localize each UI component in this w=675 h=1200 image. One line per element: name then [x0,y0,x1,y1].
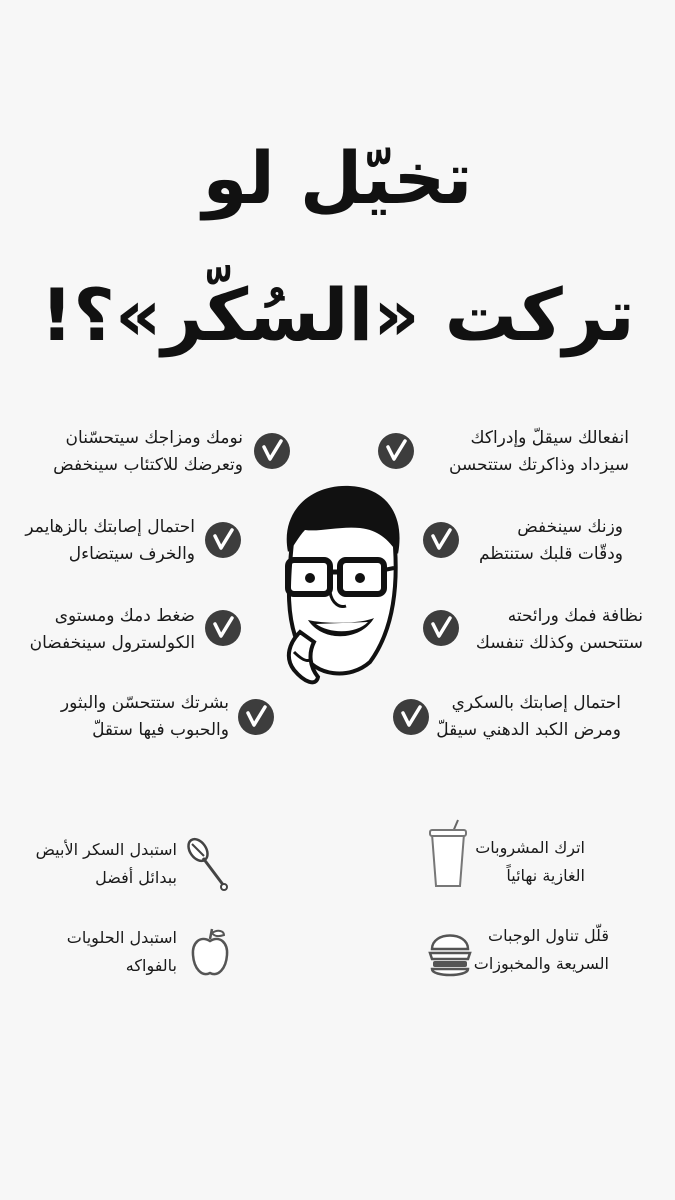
check-icon [393,699,429,735]
benefit-line: والخرف سيتضاءل [68,544,195,564]
benefit-item [53,425,243,479]
benefit-line: نظافة فمك ورائحته [507,606,643,626]
action-line: الغازية نهائياً [506,866,585,885]
title-line-2: تركت «السُكّر»؟! [40,273,635,357]
benefit-item [479,514,623,568]
benefit-item [436,690,621,744]
check-icon [254,433,290,469]
burger-icon [428,925,472,981]
action-line: استبدل السكر الأبيض [35,840,177,859]
apple-icon [190,925,230,979]
benefit-line: احتمال إصابتك بالسكري [451,693,621,713]
action-line: اترك المشروبات [475,838,585,857]
check-icon [205,610,241,646]
action-item [36,836,177,892]
honey-dipper-icon [186,836,230,892]
benefit-line: ضغط دمك ومستوى [54,606,195,626]
benefit-line: احتمال إصابتك بالزهايمر [25,517,195,537]
benefit-line: ستتحسن وكذلك تنفسك [475,633,643,653]
benefit-line: نومك ومزاجك سيتحسّنان [65,428,243,448]
action-item [67,924,177,980]
benefit-line: وزنك سينخفض [517,517,623,537]
benefit-line: وتعرضك للاكتئاب سينخفض [53,455,243,475]
check-icon [238,699,274,735]
benefit-line: ودقّات قلبك ستنتظم [478,544,623,564]
action-item [475,834,585,890]
action-item [474,922,609,978]
benefit-item [30,603,195,657]
action-line: بالفواكه [125,956,177,975]
benefit-item [449,425,629,479]
title-line-1: تخيّل لو [202,136,473,220]
check-icon [423,522,459,558]
benefit-line: بشرتك ستتحسّن والبثور [60,693,229,713]
action-line: السريعة والمخبوزات [473,954,609,973]
check-icon [205,522,241,558]
benefit-item [25,514,195,568]
benefit-item [476,603,643,657]
benefit-item [61,690,229,744]
action-line: استبدل الحلويات [66,928,177,947]
action-line: ببدائل أفضل [95,868,177,887]
benefit-line: سيزداد وذاكرتك ستتحسن [448,455,629,475]
benefit-line: ومرض الكبد الدهني سيقلّ [436,720,621,740]
check-icon [423,610,459,646]
benefit-line: والحبوب فيها ستقلّ [92,720,229,740]
action-line: قلّل تناول الوجبات [488,926,609,945]
benefit-line: انفعالك سيقلّ وإدراكك [470,428,629,448]
check-icon [378,433,414,469]
benefit-line: الكولسترول سينخفضان [29,633,195,653]
thinking-face-illustration [270,482,410,697]
soda-cup-icon [428,818,468,890]
